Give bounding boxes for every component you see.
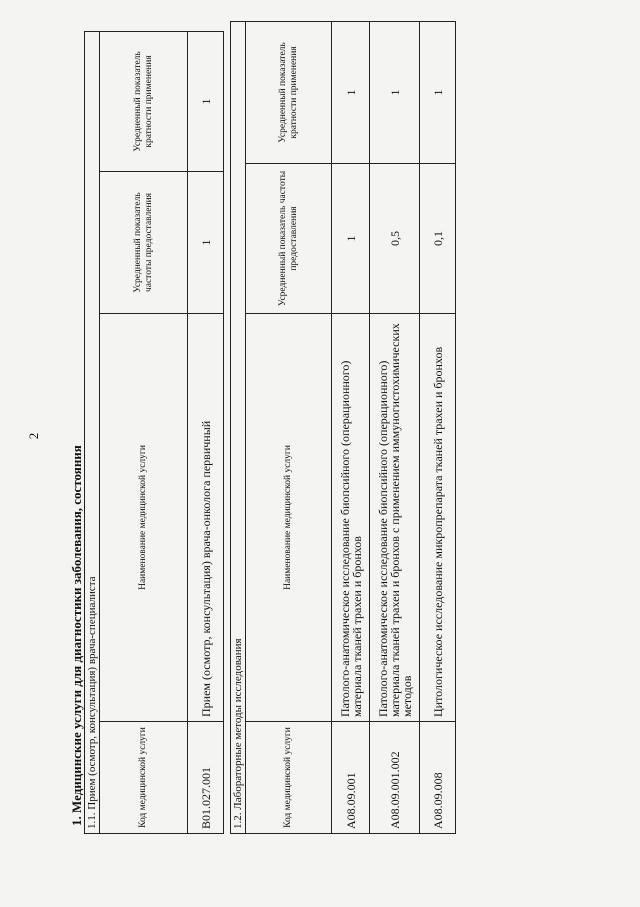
service-code: B01.027.001 (188, 722, 224, 834)
consultation-table (84, 31, 224, 834)
service-code: A08.09.001 (332, 722, 370, 834)
section-title: 1. Медицинские услуги для диагностики заболевания, состояния (69, 445, 84, 826)
service-name: Прием (осмотр, консультация) врача-онколога первичный (188, 314, 224, 722)
table-header-row (246, 21, 332, 833)
service-code: A08.09.008 (420, 722, 456, 834)
header-code: Код медицинской услуги (100, 722, 188, 834)
document-content (70, 22, 632, 834)
service-multiplicity: 1 (188, 31, 224, 171)
header-frequency: Усредненный показатель частоты предоставления (100, 172, 188, 314)
header-code: Код медицинской услуги (246, 722, 332, 834)
table-header-row (100, 31, 188, 833)
service-multiplicity: 1 (420, 21, 456, 163)
service-multiplicity: 1 (370, 21, 420, 163)
page-number: 2 (26, 432, 41, 440)
table-row (332, 21, 370, 833)
header-name: Наименование медицинской услуги (100, 314, 188, 722)
service-frequency: 0,1 (420, 164, 456, 314)
table-row (188, 31, 224, 833)
service-multiplicity: 1 (332, 21, 370, 163)
service-name: Патолого-анатомическое исследование биопсийного (операционного) материала тканей трахеи и бронхов (332, 314, 370, 722)
service-name: Патолого-анатомическое исследование биопсийного (операционного) материала тканей трахеи и бронхов с применением иммуногистохимических методов (370, 314, 420, 722)
header-multiplicity: Усредненный показатель кратности применения (246, 21, 332, 163)
table-caption: 1.1. Прием (осмотр, консультация) врача-специалиста (85, 31, 100, 833)
laboratory-table (230, 21, 456, 834)
service-code: A08.09.001.002 (370, 722, 420, 834)
service-frequency: 0,5 (370, 164, 420, 314)
header-frequency: Усредненный показатель частоты предоставления (246, 164, 332, 314)
table-row (420, 21, 456, 833)
service-name: Цитологическое исследование микропрепарата тканей трахеи и бронхов (420, 314, 456, 722)
table-row (370, 21, 420, 833)
table-caption: 1.2. Лабораторные методы исследования (231, 21, 246, 833)
service-frequency: 1 (332, 164, 370, 314)
service-frequency: 1 (188, 172, 224, 314)
header-name: Наименование медицинской услуги (246, 314, 332, 722)
header-multiplicity: Усредненный показатель кратности применения (100, 31, 188, 171)
